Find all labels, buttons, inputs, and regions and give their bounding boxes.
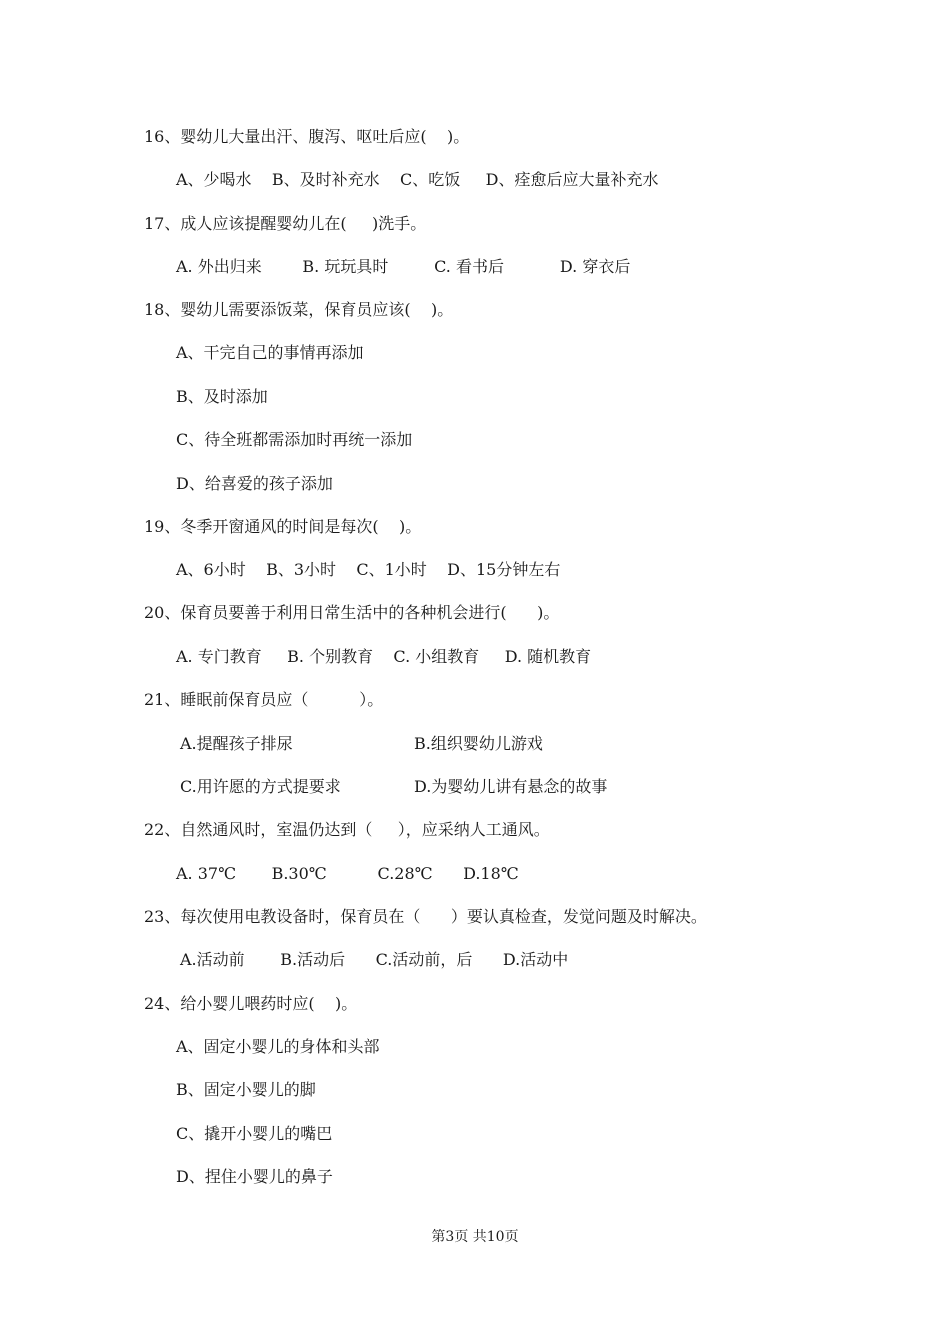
question-16-stem: 16、婴幼儿大量出汗、腹泻、呕吐后应( )。 <box>144 127 470 146</box>
question-22-stem: 22、自然通风时，室温仍达到（ ），应采纳人工通风。 <box>144 820 550 839</box>
question-16-options: A、少喝水 B、及时补充水 C、吃饭 D、痊愈后应大量补充水 <box>176 170 659 189</box>
question-19-options: A、6小时 B、3小时 C、1小时 D、15分钟左右 <box>176 560 561 579</box>
question-24-stem: 24、给小婴儿喂药时应( )。 <box>144 994 358 1013</box>
question-18-option-c: C、待全班都需添加时再统一添加 <box>176 430 413 449</box>
question-17-stem: 17、成人应该提醒婴幼儿在( )洗手。 <box>144 214 427 233</box>
question-22-options: A. 37℃ B.30℃ C.28℃ D.18℃ <box>176 864 519 883</box>
question-24-option-c: C、撬开小婴儿的嘴巴 <box>176 1124 333 1143</box>
question-21-option-a: A.提醒孩子排尿 <box>180 734 293 753</box>
question-21-option-b: B.组织婴幼儿游戏 <box>414 734 543 753</box>
question-18-option-a: A、干完自己的事情再添加 <box>176 343 364 362</box>
question-20-stem: 20、保育员要善于利用日常生活中的各种机会进行( )。 <box>144 603 560 622</box>
question-19-stem: 19、冬季开窗通风的时间是每次( )。 <box>144 517 422 536</box>
question-18-option-b: B、及时添加 <box>176 387 268 406</box>
question-24-option-b: B、固定小婴儿的脚 <box>176 1080 316 1099</box>
question-18-stem: 18、婴幼儿需要添饭菜，保育员应该( )。 <box>144 300 454 319</box>
question-23-options: A.活动前 B.活动后 C.活动前，后 D.活动中 <box>180 950 569 969</box>
question-21-option-d: D.为婴幼儿讲有悬念的故事 <box>414 777 608 796</box>
question-24-option-d: D、捏住小婴儿的鼻子 <box>176 1167 333 1186</box>
question-18-option-d: D、给喜爱的孩子添加 <box>176 474 333 493</box>
question-24-option-a: A、固定小婴儿的身体和头部 <box>176 1037 380 1056</box>
question-23-stem: 23、每次使用电教设备时，保育员在（ ）要认真检查，发觉问题及时解决。 <box>144 907 707 926</box>
question-20-options: A. 专门教育 B. 个别教育 C. 小组教育 D. 随机教育 <box>176 647 592 666</box>
question-21-option-c: C.用许愿的方式提要求 <box>180 777 341 796</box>
question-21-stem: 21、睡眠前保育员应（ ）。 <box>144 690 384 709</box>
page-footer: 第3页 共10页 <box>431 1229 519 1245</box>
question-17-options: A. 外出归来 B. 玩玩具时 C. 看书后 D. 穿衣后 <box>176 257 631 276</box>
